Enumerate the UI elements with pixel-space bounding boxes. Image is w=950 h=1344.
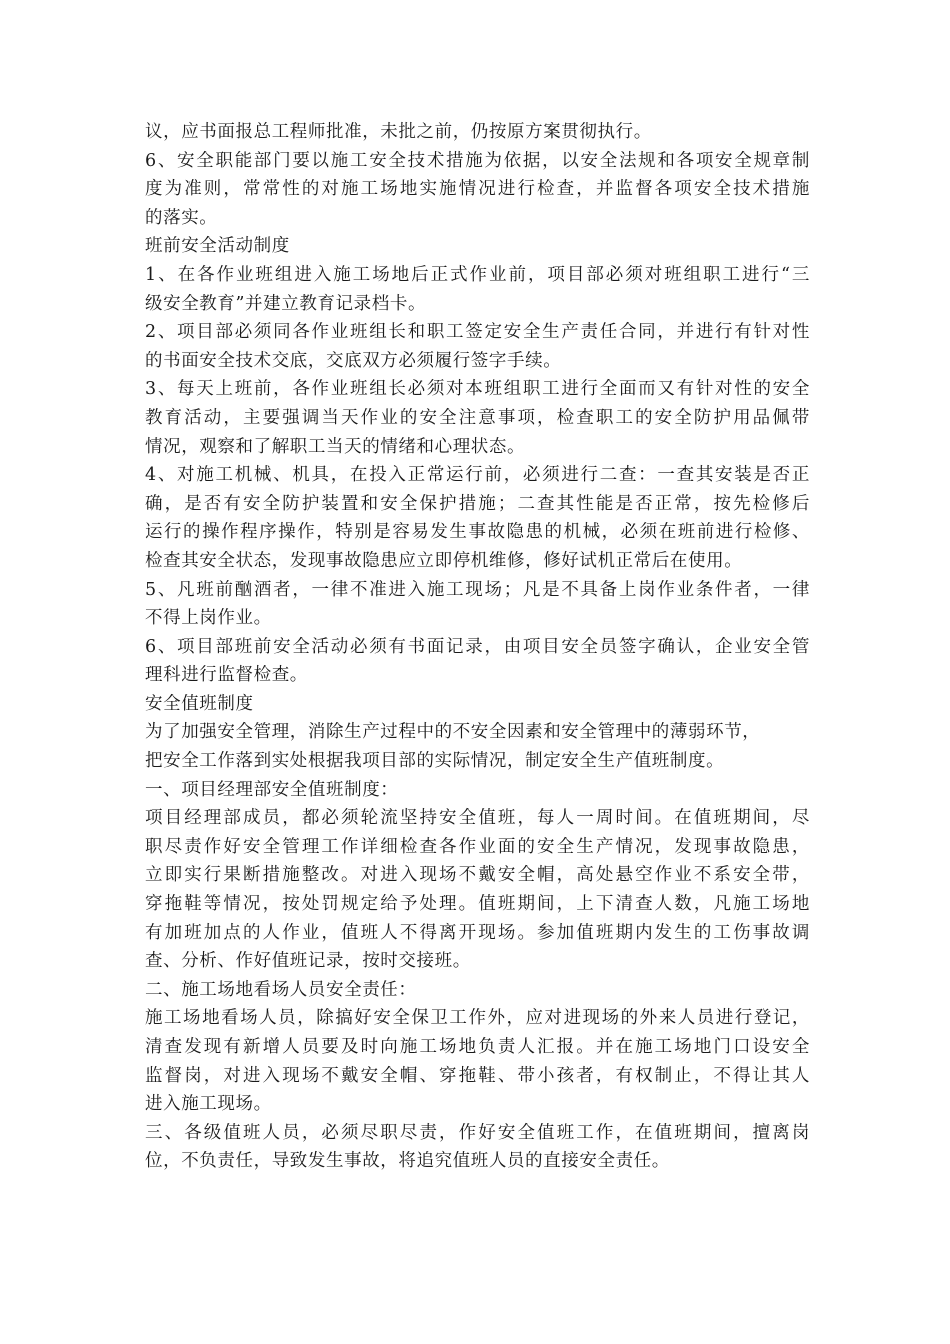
text-line: 5、凡班前酗酒者，一律不准进入施工现场；凡是不具备上岗作业条件者，一律 [145, 579, 810, 600]
text-line: 的落实。 [145, 207, 218, 228]
text-line: 确，是否有安全防护装置和安全保护措施；二查其性能是否正常，按先检修后 [145, 493, 810, 514]
text-line: 安全值班制度 [145, 693, 254, 714]
text-line: 级安全教育”并建立教育记录档卡。 [145, 293, 427, 314]
text-line: 为了加强安全管理，消除生产过程中的不安全因素和安全管理中的薄弱环节， [145, 722, 761, 743]
text-line: 1、在各作业班组进入施工场地后正式作业前，项目部必须对班组职工进行“三 [145, 264, 810, 285]
text-line: 6、安全职能部门要以施工安全技术措施为依据，以安全法规和各项安全规章制 [145, 150, 810, 171]
text-line: 情况，观察和了解职工当天的情绪和心理状态。 [145, 436, 526, 457]
text-line: 项目经理部成员，都必须轮流坚持安全值班，每人一周时间。在值班期间，尽 [145, 808, 810, 829]
text-line: 一、项目经理部安全值班制度： [145, 779, 399, 800]
text-line: 三、各级值班人员，必须尽职尽责，作好安全值班工作，在值班期间，擅离岗 [145, 1122, 810, 1143]
text-line: 立即实行果断措施整改。对进入现场不戴安全帽，高处悬空作业不系安全带， [145, 865, 810, 886]
text-line: 施工场地看场人员，除搞好安全保卫工作外，应对进现场的外来人员进行登记， [145, 1008, 810, 1029]
text-line: 二、施工场地看场人员安全责任： [145, 979, 417, 1000]
text-line: 2、项目部必须同各作业班组长和职工签定安全生产责任合同，并进行有针对性 [145, 322, 810, 343]
text-line: 进入施工现场。 [145, 1094, 272, 1115]
text-line: 穿拖鞋等情况，按处罚规定给予处理。值班期间，上下清查人数，凡施工场地 [145, 894, 810, 915]
text-line: 度为准则，常常性的对施工场地实施情况进行检查，并监督各项安全技术措施 [145, 179, 810, 200]
text-line: 职尽责作好安全管理工作详细检查各作业面的安全生产情况，发现事故隐患， [145, 836, 810, 857]
text-line: 的书面安全技术交底，交底双方必须履行签字手续。 [145, 350, 562, 371]
text-line: 理科进行监督检查。 [145, 665, 308, 686]
text-line: 议，应书面报总工程师批准，未批之前，仍按原方案贯彻执行。 [145, 122, 652, 142]
text-line: 有加班加点的人作业，值班人不得离开现场。参加值班期内发生的工伤事故调 [145, 922, 810, 943]
text-line: 教育活动，主要强调当天作业的安全注意事项，检查职工的安全防护用品佩带 [145, 407, 810, 428]
text-line: 查、分析、作好值班记录，按时交接班。 [145, 951, 471, 972]
document-body [145, 118, 810, 1176]
text-line: 把安全工作落到实处根据我项目部的实际情况，制定安全生产值班制度。 [145, 751, 725, 772]
text-line: 位，不负责任，导致发生事故，将追究值班人员的直接安全责任。 [145, 1151, 670, 1172]
text-line: 检查其安全状态，发现事故隐患应立即停机维修，修好试机正常后在使用。 [145, 550, 743, 571]
text-line: 6、项目部班前安全活动必须有书面记录，由项目安全员签字确认，企业安全管 [145, 636, 810, 657]
text-line: 不得上岗作业。 [145, 608, 272, 629]
text-line: 清查发现有新增人员要及时向施工场地负责人汇报。并在施工场地门口设安全 [145, 1037, 810, 1057]
text-line: 4、对施工机械、机具，在投入正常运行前，必须进行二查：一查其安装是否正 [145, 465, 810, 486]
text-line: 运行的操作程序操作，特别是容易发生事故隐患的机械，必须在班前进行检修、 [145, 522, 810, 543]
text-line: 3、每天上班前，各作业班组长必须对本班组职工进行全面而又有针对性的安全 [145, 379, 810, 400]
text-line: 监督岗，对进入现场不戴安全帽、穿拖鞋、带小孩者，有权制止，不得让其人 [145, 1065, 810, 1086]
text-line: 班前安全活动制度 [145, 236, 290, 257]
